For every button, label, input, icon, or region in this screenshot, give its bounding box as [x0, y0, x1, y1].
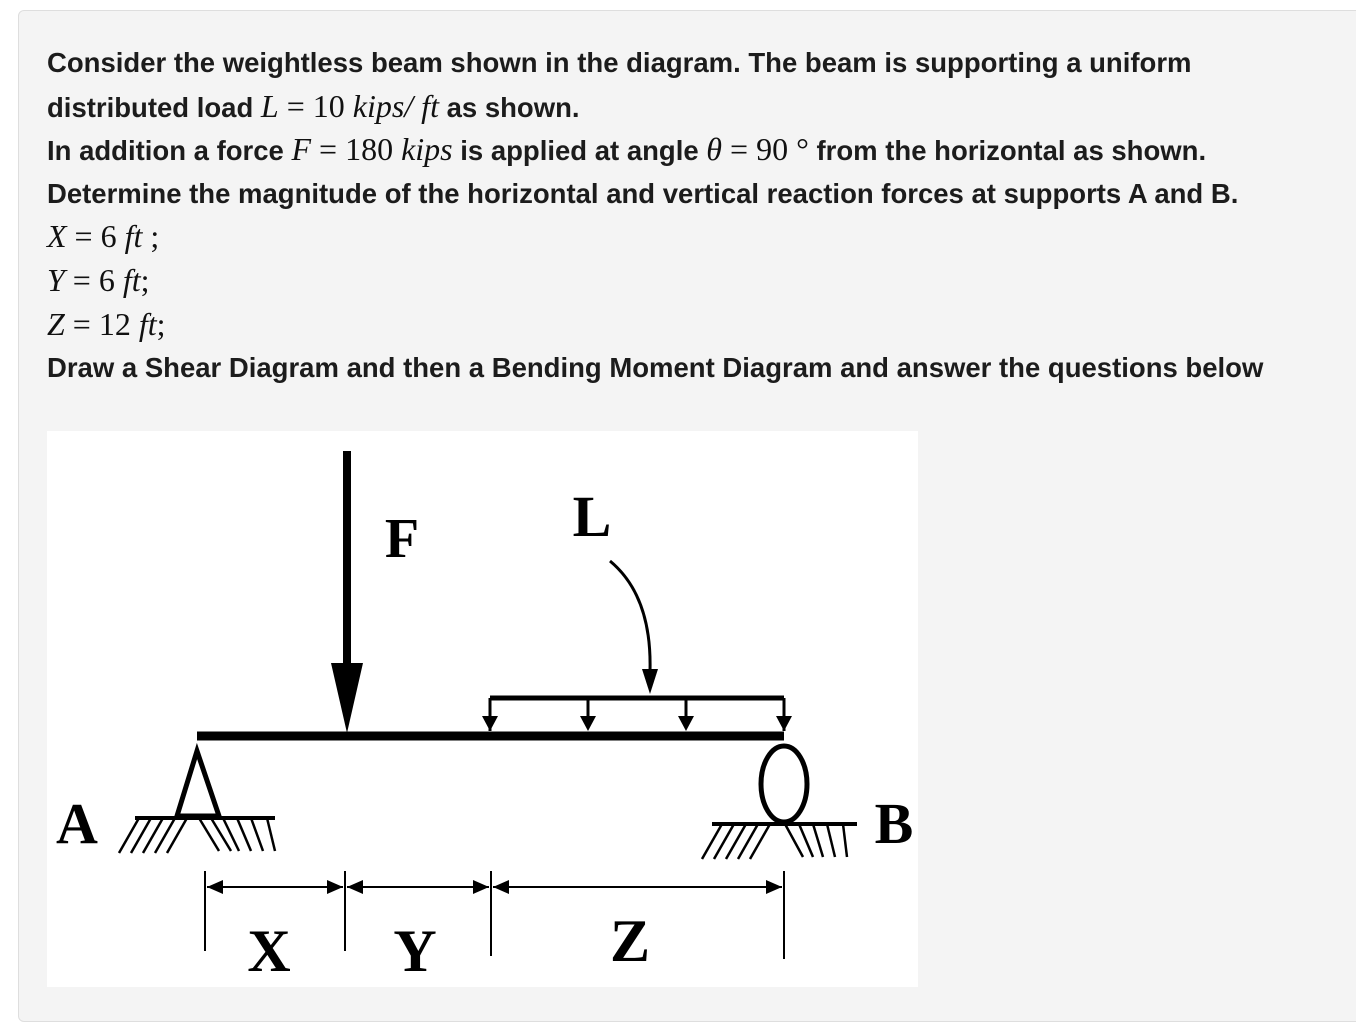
statement-line-2	[47, 85, 1356, 129]
problem-statement	[47, 41, 1356, 390]
problem-card	[18, 10, 1356, 1022]
support-a-label: A	[56, 791, 98, 856]
statement-text: Draw a Shear Diagram and then a Bending Moment Diagram and answer the questions below	[47, 352, 1264, 384]
dim-x-equation: X = 6 ft ;	[47, 218, 160, 255]
dim-x-label: X	[247, 918, 291, 984]
force-equation: F = 180 kips	[291, 131, 453, 168]
statement-line-4	[47, 172, 1356, 216]
dim-z-equation: Z = 12 ft;	[47, 305, 166, 342]
statement-text: distributed load	[47, 91, 254, 123]
support-b-label: B	[874, 791, 914, 856]
statement-text: from the horizontal as shown.	[816, 135, 1207, 167]
roller-support-b	[702, 746, 857, 859]
statement-text: In addition a force	[47, 135, 284, 167]
dim-y-equation: Y = 6 ft;	[47, 261, 150, 298]
force-label: F	[384, 508, 420, 570]
statement-text: is applied at angle	[460, 135, 699, 167]
dim-z-line	[47, 303, 1356, 347]
statement-line-1	[47, 41, 1356, 85]
statement-text: Determine the magnitude of the horizontal and vertical reaction forces at supports A and B.	[47, 177, 1239, 209]
statement-text: Consider the weightless beam shown in the diagram. The beam is supporting a uniform	[47, 47, 1192, 78]
statement-line-last	[47, 346, 1356, 390]
statement-text: as shown.	[446, 91, 580, 123]
dimension-lines	[205, 871, 784, 959]
beam-diagram	[47, 431, 918, 987]
pin-support-a	[119, 751, 275, 853]
statement-line-3	[47, 128, 1356, 172]
distributed-load	[482, 698, 792, 731]
dim-z-label: Z	[609, 908, 651, 974]
force-arrow	[331, 451, 363, 733]
dim-y-line	[47, 259, 1356, 303]
load-equation: L = 10 kips/ ft	[260, 87, 439, 124]
dim-x-line	[47, 215, 1356, 259]
dim-y-label: Y	[393, 918, 437, 984]
angle-equation: θ = 90 °	[706, 131, 809, 168]
load-pointer-arrow	[610, 561, 658, 694]
beam-diagram-svg	[47, 431, 918, 987]
load-label: L	[572, 484, 612, 549]
